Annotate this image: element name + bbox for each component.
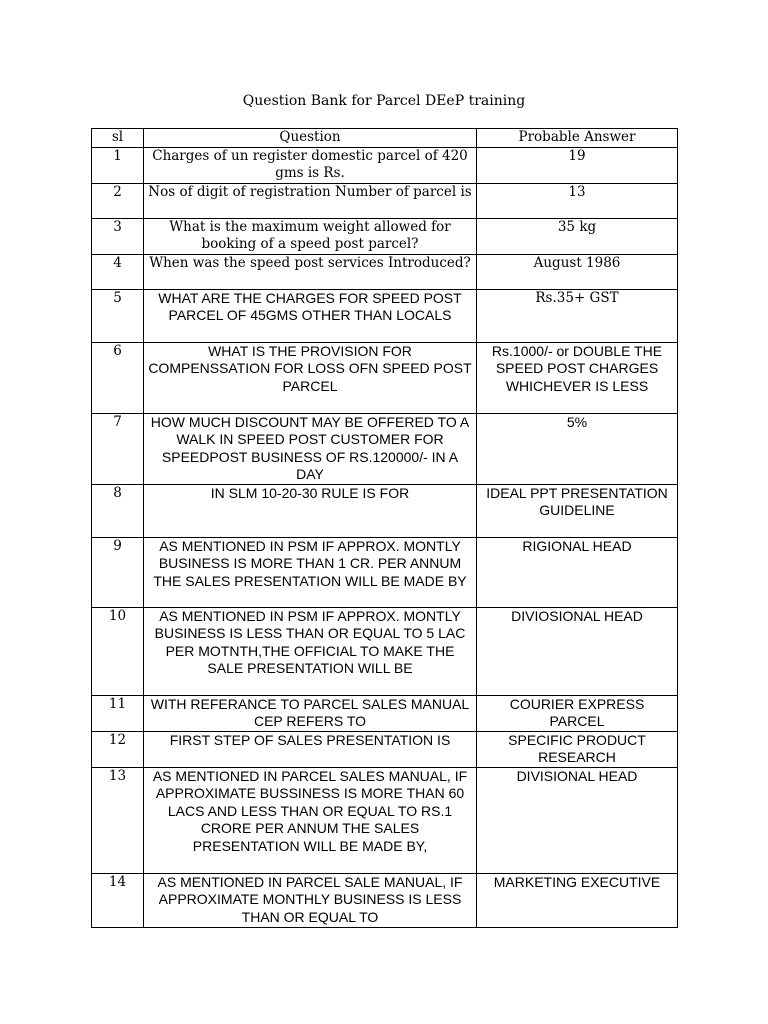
table-row xyxy=(92,767,678,873)
row-question: WHAT ARE THE CHARGES FOR SPEED POST PARCEL OF 45GMS OTHER THAN LOCALS xyxy=(144,289,477,342)
row-answer: August 1986 xyxy=(477,254,678,289)
row-answer: Rs.35+ GST xyxy=(477,289,678,342)
row-answer: DIVISIONAL HEAD xyxy=(477,767,678,873)
table-row xyxy=(92,537,678,607)
row-question: What is the maximum weight allowed for booking of a speed post parcel? xyxy=(144,218,477,254)
row-sl: 8 xyxy=(92,484,144,537)
row-sl: 14 xyxy=(92,873,144,927)
row-question: AS MENTIONED IN PARCEL SALES MANUAL, IF APPROXIMATE BUSSINESS IS MORE THAN 60 LACS AND LESS THAN OR EQUAL TO RS.1 CRORE PER ANNUM THE SALES PRESENTATION WILL BE MADE BY, xyxy=(144,767,477,873)
row-answer: DIVIOSIONAL HEAD xyxy=(477,607,678,695)
table-row xyxy=(92,695,678,731)
row-sl: 4 xyxy=(92,254,144,289)
table-row xyxy=(92,218,678,254)
row-sl: 3 xyxy=(92,218,144,254)
table-row xyxy=(92,147,678,183)
document-title: Question Bank for Parcel DEeP training xyxy=(242,93,526,109)
row-sl: 13 xyxy=(92,767,144,873)
row-answer: Rs.1000/- or DOUBLE THE SPEED POST CHARGES WHICHEVER IS LESS xyxy=(477,342,678,413)
header-sl: sl xyxy=(92,129,144,148)
table-row xyxy=(92,342,678,413)
table-row xyxy=(92,413,678,484)
row-answer: 5% xyxy=(477,413,678,484)
row-question: Nos of digit of registration Number of parcel is xyxy=(144,183,477,218)
row-sl: 1 xyxy=(92,147,144,183)
table-row xyxy=(92,183,678,218)
row-question: WITH REFERANCE TO PARCEL SALES MANUAL CEP REFERS TO xyxy=(144,695,477,731)
header-question: Question xyxy=(144,129,477,148)
row-answer: RIGIONAL HEAD xyxy=(477,537,678,607)
row-sl: 7 xyxy=(92,413,144,484)
row-question: WHAT IS THE PROVISION FOR COMPENSSATION FOR LOSS OFN SPEED POST PARCEL xyxy=(144,342,477,413)
row-answer: 35 kg xyxy=(477,218,678,254)
row-answer: 13 xyxy=(477,183,678,218)
table-header-row xyxy=(92,129,678,148)
row-sl: 2 xyxy=(92,183,144,218)
row-question: AS MENTIONED IN PSM IF APPROX. MONTLY BUSINESS IS MORE THAN 1 CR. PER ANNUM THE SALES PRESENTATION WILL BE MADE BY xyxy=(144,537,477,607)
row-sl: 9 xyxy=(92,537,144,607)
table-row xyxy=(92,607,678,695)
table-row xyxy=(92,731,678,767)
row-sl: 6 xyxy=(92,342,144,413)
row-answer: MARKETING EXECUTIVE xyxy=(477,873,678,927)
row-sl: 5 xyxy=(92,289,144,342)
question-bank-table xyxy=(91,128,678,928)
row-answer: SPECIFIC PRODUCT RESEARCH xyxy=(477,731,678,767)
row-sl: 12 xyxy=(92,731,144,767)
row-question: AS MENTIONED IN PSM IF APPROX. MONTLY BUSINESS IS LESS THAN OR EQUAL TO 5 LAC PER MOTNTH,THE OFFICIAL TO MAKE THE SALE PRESENTATION WILL BE xyxy=(144,607,477,695)
table-row xyxy=(92,873,678,927)
row-sl: 10 xyxy=(92,607,144,695)
row-question: When was the speed post services Introduced? xyxy=(144,254,477,289)
row-question: HOW MUCH DISCOUNT MAY BE OFFERED TO A WALK IN SPEED POST CUSTOMER FOR SPEEDPOST BUSINESS OF RS.120000/- IN A DAY xyxy=(144,413,477,484)
row-answer: 19 xyxy=(477,147,678,183)
row-question: IN SLM 10-20-30 RULE IS FOR xyxy=(144,484,477,537)
row-answer: IDEAL PPT PRESENTATION GUIDELINE xyxy=(477,484,678,537)
row-sl: 11 xyxy=(92,695,144,731)
header-answer: Probable Answer xyxy=(477,129,678,148)
row-question: Charges of un register domestic parcel of 420 gms is Rs. xyxy=(144,147,477,183)
table-row xyxy=(92,254,678,289)
row-question: AS MENTIONED IN PARCEL SALE MANUAL, IF APPROXIMATE MONTHLY BUSINESS IS LESS THAN OR EQUAL TO xyxy=(144,873,477,927)
row-question: FIRST STEP OF SALES PRESENTATION IS xyxy=(144,731,477,767)
table-row xyxy=(92,484,678,537)
table-row xyxy=(92,289,678,342)
row-answer: COURIER EXPRESS PARCEL xyxy=(477,695,678,731)
